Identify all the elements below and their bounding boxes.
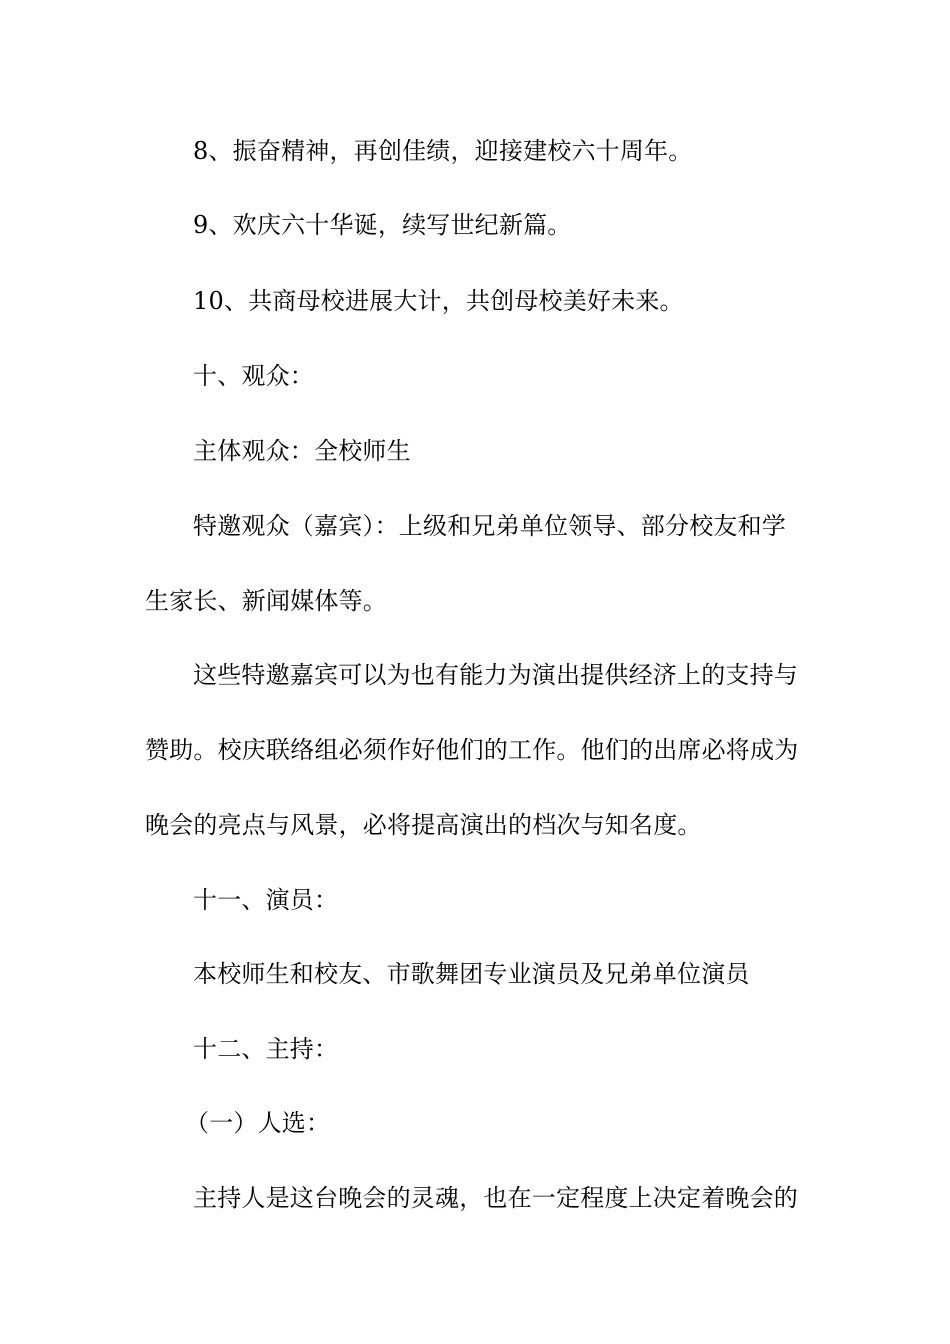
slogan-item-8: 8、振奋精神，再创佳绩，迎接建校六十周年。 [193, 137, 693, 165]
paragraph-main-audience: 主体观众：全校师生 [193, 437, 411, 465]
paragraph-sponsorship-line-3: 晚会的亮点与风景，必将提高演出的档次与知名度。 [145, 811, 702, 839]
section-heading-audience: 十、观众： [193, 362, 314, 390]
section-heading-performers: 十一、演员： [193, 886, 339, 914]
subsection-heading-candidates: （一）人选： [185, 1109, 331, 1137]
paragraph-sponsorship-line-1: 这些特邀嘉宾可以为也有能力为演出提供经济上的支持与 [193, 661, 798, 689]
paragraph-sponsorship-line-2: 赞助。校庆联络组必须作好他们的工作。他们的出席必将成为 [145, 736, 799, 764]
section-heading-host: 十二、主持： [193, 1035, 339, 1063]
paragraph-host-line-1: 主持人是这台晚会的灵魂，也在一定程度上决定着晚会的 [193, 1184, 798, 1212]
slogan-item-10: 10、共商母校进展大计，共创母校美好未来。 [193, 287, 684, 315]
paragraph-performers: 本校师生和校友、市歌舞团专业演员及兄弟单位演员 [193, 960, 750, 988]
slogan-item-9: 9、欢庆六十华诞，续写世纪新篇。 [193, 211, 572, 239]
paragraph-guests-line-1: 特邀观众（嘉宾）：上级和兄弟单位领导、部分校友和学 [193, 512, 786, 540]
paragraph-guests-line-2: 生家长、新闻媒体等。 [145, 587, 387, 615]
